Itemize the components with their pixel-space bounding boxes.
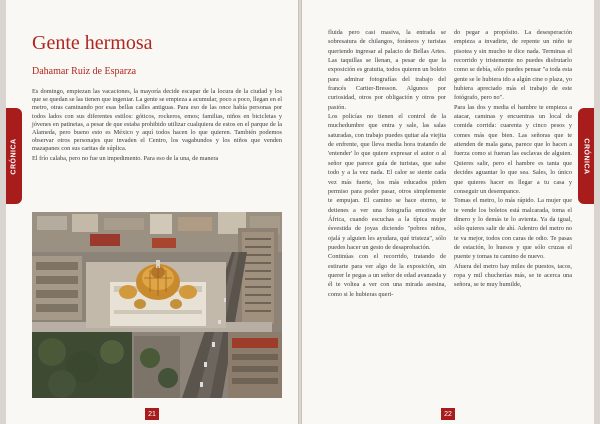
paragraph: El frío calaba, pero no fue un impedimento. Para eso de la una, de manera — [32, 154, 219, 162]
article-title: Gente hermosa — [32, 32, 153, 54]
page-number-right: 22 — [441, 408, 455, 420]
section-tab-label: CRÓNICA — [10, 137, 18, 175]
paragraph: Los policías no tienen el control de la muchedumbre que entra y sale, las salas saturadas, con trabajo puedes quitar ala viejita de enfrente, que lleva media hora tratando de 'entender' lo que quiere expresar el autor o al señor que parece guía de turistas, que sabe todo y a la vez nada. El calor se siente cada vez más fuerte, los más educados piden permiso para poder pasar, otros simplemente te empujan. El camino se hace eterno, te detienes a ver una fotografía emotiva de África, cuando escuchas a la típica mujer ésvestida de joyas diciendo "pobres niños, ojalá y alguien les ayudara, qué tristeza", sólo puedes hacer un gesto de desaprobación. — [328, 113, 446, 251]
section-tab-label: CRÓNICA — [582, 137, 590, 175]
paragraph: do pegar a propósito. La desesperación empieza a invadirte, de repente un niño te pisotea y sin mucho te dice nada. Terminas el recorrido y tristemente no puedes disfrutarlo como se debía, sólo puedes pensar "a toda esta gente se le hubiera ido a algún cine o plaza, yo hubiera apreciado más el trabajo de este fotógrafo, pero no". — [454, 29, 572, 102]
paragraph: Tomas el metro, lo más rápido. La mujer que te vende los boletos está malcarada, toma el dinero y lo demás te lo avienta. Ya da igual, sólo quieres salir de ahí. Adentro del metro no te va mejor, todos con caras de odio. Te pasas de estación, lo huesos y que sólo cruzas el puente y tomas tu camino de nuevo. — [454, 197, 572, 261]
paragraph: Para las dos y media el hambre te empieza a atacar, caminas y encuentras un local de comida corrida: cuarenta y cinco pesos y comes más que bien. Las señoras que te atienden de mala gana, parece que lo hacen a fuerza como si fueran las esclavas de alguien. Quieres salir, pero el hambre es tanta que decides aguantar lo que sea. Sales, lo único que quieres hacer es llegar a tu casa y conseguir un desempance. — [454, 103, 572, 195]
paragraph: Afuera del metro hay miles de puestos, tacos, ropa y mil chucherías más, se te acerca una señora, se te muy humilde, — [454, 262, 572, 289]
bellas-artes-aerial-photo — [32, 212, 282, 398]
section-tab-right — [578, 108, 594, 204]
paragraph: Es domingo, empiezan las vacaciones, la mayoría decide escapar de la locura de la ciudad y los que se quedan se las tienen que ingeniar. La gente se empieza a acumular, poco a poco, llegan en el metro, otras caminando por esas bellas calles antiguas. Para eso de las once había personas por todos lados con sus diferentes estilos: góticos, rockeros, emos; familias, niños en bicicletas y jóvenes en patinetas, a pesar de que estaba prohibido utilizar cualquiera de estos en el parque de la Alameda, pero bueno esto es México y aquí todos hacen lo que quieren. También podemos observar otros personajes que invaden el Centro, los vagabundos y los niños que venden mazapanes con sus caritas de súplica. — [32, 88, 282, 153]
left-page — [6, 0, 298, 424]
article-photo — [32, 212, 282, 398]
intro-text — [32, 88, 282, 164]
page-number-left: 21 — [145, 408, 159, 420]
article-author: Dahamar Ruiz de Esparza — [32, 66, 137, 77]
text-column-2 — [454, 28, 572, 290]
section-tab-left — [6, 108, 22, 204]
paragraph: fluida pero casi masiva, la entrada se sobresatura de chilangos, foráneos y turistas queriendo ingresar al palacio de Bellas Artes. Las taquillas se llenan, a pesar de que la exposición es gratuita, todos quieren un boleto para admirar fotografías del trabajo del francés Cartier-Bresson. Algunos por curiosidad, otros por obligación y otros por pasión. — [328, 29, 446, 111]
paragraph: Continúas con el recorrido, tratando de estirarte para ver algo de la exposición, sin querer le pegas a un señor de edad avanzada y él te voltea a ver con una mirada asesina, como si le hubieras queri- — [328, 253, 446, 298]
text-column-1 — [328, 28, 446, 299]
right-page — [302, 0, 594, 424]
